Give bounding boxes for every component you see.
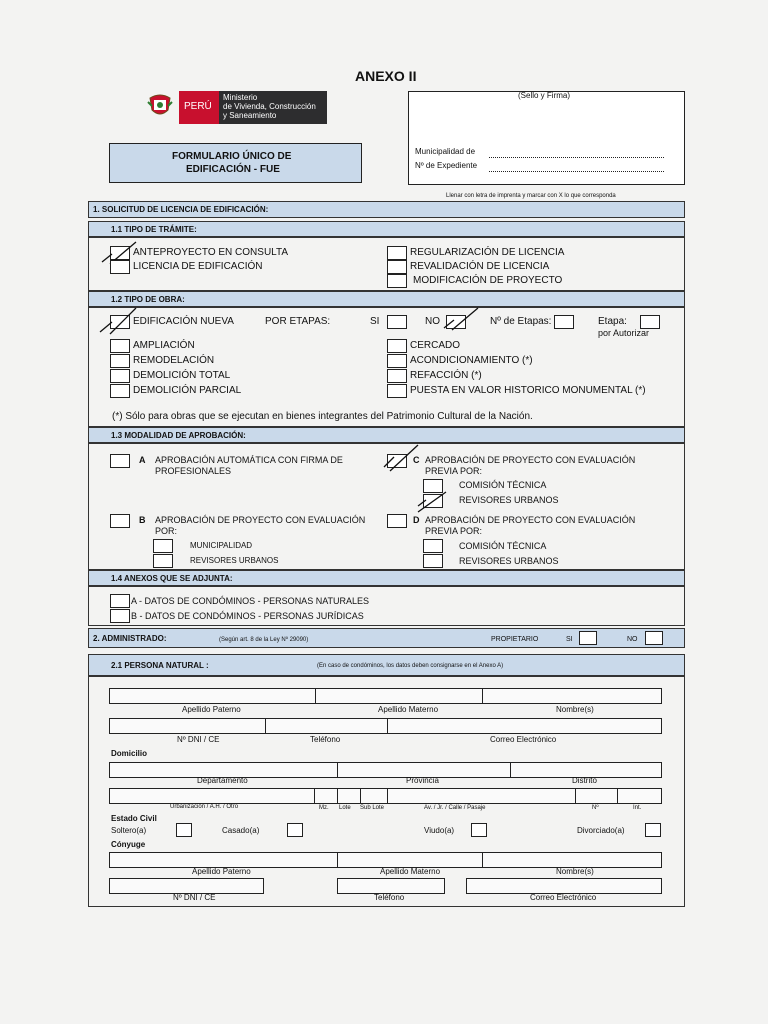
section-1-3-header: 1.3 MODALIDAD DE APROBACIÓN: (88, 427, 685, 443)
lbl-telefono: Teléfono (310, 735, 341, 744)
lbl-lote: Lote (339, 805, 351, 811)
checkbox-viudo[interactable] (471, 823, 487, 837)
urbanizacion-input[interactable] (110, 789, 313, 803)
check-mark-icon (414, 488, 450, 516)
b-revisores-label: REVISORES URBANOS (190, 556, 279, 565)
section-1-1-header: 1.1 TIPO DE TRÁMITE: (88, 221, 685, 237)
c-comision-label: COMISIÓN TÉCNICA (459, 480, 547, 490)
anexo-a-label: A - DATOS DE CONDÓMINOS - PERSONAS NATURALES (131, 596, 370, 606)
obra-acondicionamiento: ACONDICIONAMIENTO (*) (410, 355, 533, 366)
checkbox-regularizacion[interactable] (387, 246, 407, 260)
checkbox-demolicion-total[interactable] (110, 369, 130, 383)
lbl-conyuge-telefono: Teléfono (374, 893, 405, 902)
tramite-licencia: LICENCIA DE EDIFICACIÓN (133, 261, 263, 272)
lbl-provincia: Provincia (406, 776, 439, 785)
obra-puesta-en-valor: PUESTA EN VALOR HISTORICO MONUMENTAL (*) (410, 385, 646, 396)
etapas-no-label: NO (425, 316, 440, 327)
obra-demolicion-parcial: DEMOLICIÓN PARCIAL (133, 385, 242, 396)
conyuge-apellido-paterno-input[interactable] (110, 853, 336, 867)
obra-refaccion: REFACCIÓN (*) (410, 370, 482, 381)
lbl-numero: Nº (592, 805, 599, 811)
provincia-input[interactable] (338, 763, 509, 777)
law-note: (Según art. 8 de la Ley Nº 29090) (219, 637, 309, 643)
checkbox-modalidad-b[interactable] (110, 514, 130, 528)
checkbox-ampliacion[interactable] (110, 339, 130, 353)
checkbox-modalidad-d[interactable] (387, 514, 407, 528)
tramite-revalidacion: REVALIDACIÓN DE LICENCIA (410, 261, 550, 272)
checkbox-propietario-si[interactable] (579, 631, 597, 645)
modalidad-d-text: APROBACIÓN DE PROYECTO CON EVALUACIÓN (425, 515, 636, 525)
checkbox-propietario-no[interactable] (645, 631, 663, 645)
tramite-regularizacion: REGULARIZACIÓN DE LICENCIA (410, 247, 565, 258)
n-etapas-input[interactable] (554, 315, 574, 329)
n-etapas-label: Nº de Etapas: (490, 316, 552, 327)
apellido-paterno-input[interactable] (110, 689, 314, 703)
section-2-header: 2. ADMINISTRADO: (Según art. 8 de la Ley Nº 29090) PROPIETARIO SI NO (88, 628, 685, 648)
conyuge-telefono-input[interactable] (337, 878, 445, 894)
nombres-input[interactable] (483, 689, 661, 703)
checkbox-b-revisores[interactable] (153, 554, 173, 568)
modalidad-b-text: APROBACIÓN DE PROYECTO CON EVALUACIÓN (155, 515, 366, 525)
lbl-conyuge-correo: Correo Electrónico (530, 893, 597, 902)
d-revisores-label: REVISORES URBANOS (459, 556, 559, 566)
apellido-materno-input[interactable] (316, 689, 481, 703)
checkbox-divorciado[interactable] (645, 823, 661, 837)
conyuge-apellido-materno-input[interactable] (338, 853, 481, 867)
lbl-avenida: Av. / Jr. / Calle / Pasaje (424, 805, 486, 811)
peru-logo: PERÚ (179, 91, 219, 124)
c-revisores-label: REVISORES URBANOS (459, 495, 559, 505)
anexo-b-label: B - DATOS DE CONDÓMINOS - PERSONAS JURÍDICAS (131, 611, 364, 621)
section-1-2-header: 1.2 TIPO DE OBRA: (88, 291, 685, 307)
modalidad-c-text: APROBACIÓN DE PROYECTO CON EVALUACIÓN (425, 455, 636, 465)
distrito-input[interactable] (511, 763, 661, 777)
checkbox-acondicionamiento[interactable] (387, 354, 407, 368)
conyuge-dni-input[interactable] (109, 878, 264, 894)
checkbox-b-municipalidad[interactable] (153, 539, 173, 553)
obra-note: (*) Sólo para obras que se ejecutan en bienes integrantes del Patrimonio Cultural de la Nación. (112, 411, 533, 422)
section-1-4-header: 1.4 ANEXOS QUE SE ADJUNTA: (88, 570, 685, 586)
domicilio-label: Domicilio (111, 749, 148, 758)
checkbox-revalidacion[interactable] (387, 260, 407, 274)
sublote-input[interactable] (361, 789, 386, 803)
lbl-departamento: Departamento (197, 776, 248, 785)
tramite-anteproyecto: ANTEPROYECTO EN CONSULTA (133, 247, 289, 258)
lbl-correo: Correo Electrónico (490, 735, 557, 744)
numero-input[interactable] (576, 789, 616, 803)
conyuge-nombres-input[interactable] (483, 853, 661, 867)
viudo-label: Viudo(a) (424, 826, 455, 835)
form-title-line1: FORMULARIO ÚNICO DE (172, 151, 292, 162)
checkbox-refaccion[interactable] (387, 369, 407, 383)
lbl-mz: Mz. (319, 805, 329, 811)
etapa-input[interactable] (640, 315, 660, 329)
checkbox-demolicion-parcial[interactable] (110, 384, 130, 398)
lbl-dni: Nº DNI / CE (177, 735, 220, 744)
municipality-field[interactable] (489, 157, 664, 158)
form-title-box (109, 143, 362, 183)
obra-demolicion-total: DEMOLICIÓN TOTAL (133, 370, 231, 381)
checkbox-puesta-en-valor[interactable] (387, 384, 407, 398)
etapas-si-label: SI (370, 316, 380, 327)
por-etapas-label: POR ETAPAS: (265, 316, 331, 327)
checkbox-remodelacion[interactable] (110, 354, 130, 368)
dni-input[interactable] (110, 719, 264, 733)
modalidad-a-text: APROBACIÓN AUTOMÁTICA CON FIRMA DE (155, 455, 343, 465)
s21-note: (En caso de condóminos, los datos deben consignarse en el Anexo A) (317, 663, 504, 669)
checkbox-cercado[interactable] (387, 339, 407, 353)
telefono-input[interactable] (266, 719, 386, 733)
lbl-conyuge-dni: Nº DNI / CE (173, 893, 216, 902)
conyuge-correo-input[interactable] (466, 878, 662, 894)
checkbox-d-revisores[interactable] (423, 554, 443, 568)
obra-cercado: CERCADO (410, 340, 461, 351)
checkbox-casado[interactable] (287, 823, 303, 837)
etapa-label: Etapa: (598, 316, 627, 327)
instructions: Llenar con letra de imprenta y marcar con X lo que corresponda (446, 193, 616, 199)
estado-civil-label: Estado Civil (111, 814, 157, 823)
lbl-conyuge-ap-paterno: Apellido Paterno (192, 867, 251, 876)
lbl-nombres: Nombre(s) (556, 705, 594, 714)
lote-input[interactable] (338, 789, 359, 803)
b-municipalidad-label: MUNICIPALIDAD (190, 541, 253, 550)
expediente-field[interactable] (489, 171, 664, 172)
interior-input[interactable] (618, 789, 661, 803)
ministry-logo: Ministerio de Vivienda, Construcción y Saneamiento (219, 91, 327, 124)
mz-input[interactable] (315, 789, 336, 803)
checkbox-modificacion[interactable] (387, 274, 407, 288)
section-2-1-header: 2.1 PERSONA NATURAL : (En caso de condóminos, los datos deben consignarse en el Anexo A) (88, 654, 685, 676)
checkbox-anexo-b[interactable] (110, 609, 130, 623)
lbl-sublote: Sub Lote (360, 805, 385, 811)
seal-box: (Sello y Firma) Municipalidad de Nº de Expediente (408, 91, 685, 185)
obra-remodelacion: REMODELACIÓN (133, 355, 215, 366)
correo-input[interactable] (388, 719, 661, 733)
lbl-interior: Int. (633, 805, 642, 811)
coat-of-arms-icon (146, 92, 174, 120)
d-comision-label: COMISIÓN TÉCNICA (459, 541, 547, 551)
propietario-label: PROPIETARIO (491, 636, 539, 643)
divorciado-label: Divorciado(a) (577, 826, 625, 835)
checkbox-licencia[interactable] (110, 260, 130, 274)
por-autorizar-label: por Autorizar (598, 328, 650, 338)
lbl-distrito: Distrito (572, 776, 597, 785)
obra-ampliacion: AMPLIACIÓN (133, 340, 195, 351)
lbl-urbanizacion: Urbanización / A.H. / Otro (170, 804, 239, 810)
checkbox-soltero[interactable] (176, 823, 192, 837)
conyuge-label: Cónyuge (111, 840, 146, 849)
checkbox-d-comision[interactable] (423, 539, 443, 553)
checkbox-modalidad-a[interactable] (110, 454, 130, 468)
departamento-input[interactable] (110, 763, 336, 777)
check-mark-icon (98, 306, 138, 338)
checkbox-anexo-a[interactable] (110, 594, 130, 608)
obra-edificacion-nueva: EDIFICACIÓN NUEVA (133, 316, 234, 327)
annex-title: ANEXO II (355, 68, 417, 84)
casado-label: Casado(a) (222, 826, 260, 835)
checkbox-etapas-si[interactable] (387, 315, 407, 329)
tramite-modificacion: MODIFICACIÓN DE PROYECTO (413, 275, 563, 286)
check-mark-icon (440, 306, 480, 334)
lbl-conyuge-nombres: Nombre(s) (556, 867, 594, 876)
form-title-line2: EDIFICACIÓN - FUE (186, 164, 280, 175)
lbl-conyuge-ap-materno: Apellido Materno (380, 867, 441, 876)
lbl-apellido-paterno: Apellido Paterno (182, 705, 241, 714)
lbl-apellido-materno: Apellido Materno (378, 705, 439, 714)
section-1-header: 1. SOLICITUD DE LICENCIA DE EDIFICACIÓN: (88, 201, 685, 218)
soltero-label: Soltero(a) (111, 826, 147, 835)
avenida-input[interactable] (388, 789, 574, 803)
